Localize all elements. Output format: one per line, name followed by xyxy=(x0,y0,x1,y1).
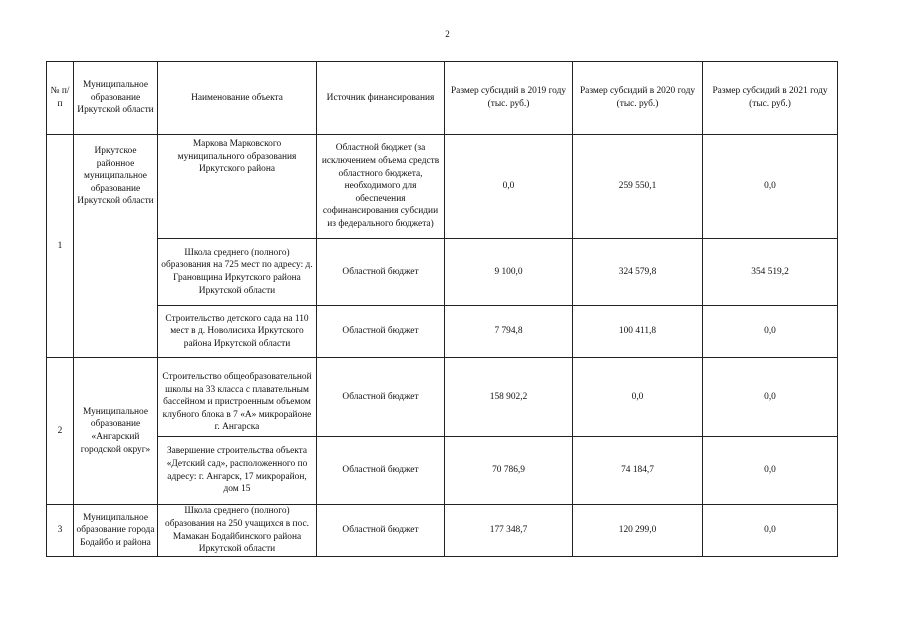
header-2021: Размер субсидий в 2021 году (тыс. руб.) xyxy=(703,62,838,135)
header-2020: Размер субсидий в 2020 году (тыс. руб.) xyxy=(573,62,703,135)
subsidy-2020-cell: 0,0 xyxy=(573,358,703,437)
header-source: Источник финансирования xyxy=(317,62,445,135)
header-municipality: Муниципальное образование Иркутской области xyxy=(74,62,158,135)
row-num: 3 xyxy=(47,505,74,557)
subsidy-2021-cell: 0,0 xyxy=(703,358,838,437)
source-cell: Областной бюджет xyxy=(317,239,445,306)
source-cell: Областной бюджет xyxy=(317,358,445,437)
subsidy-2021-cell: 0,0 xyxy=(703,135,838,239)
table-row xyxy=(47,239,838,306)
subsidy-2019-cell: 0,0 xyxy=(445,135,573,239)
subsidy-2020-cell: 259 550,1 xyxy=(573,135,703,239)
source-cell: Областной бюджет (за исключением объема средств областного бюджета, необходимого для обеспечения софинансирования субсидии из федерального бюджета) xyxy=(317,135,445,239)
row-num: 2 xyxy=(47,358,74,505)
source-cell: Областной бюджет xyxy=(317,505,445,557)
subsidy-2021-cell: 0,0 xyxy=(703,505,838,557)
source-cell: Областной бюджет xyxy=(317,437,445,505)
municipality-cell: Муниципальное образование города Бодайбо и района xyxy=(74,505,158,557)
subsidy-2021-cell: 354 519,2 xyxy=(703,239,838,306)
row-num: 1 xyxy=(47,135,74,358)
subsidy-2021-cell: 0,0 xyxy=(703,437,838,505)
subsidy-2020-cell: 100 411,8 xyxy=(573,306,703,358)
object-cell: Строительство общеобразовательной школы на 33 класса с плавательным бассейном и пристроенным объемом клубного блока в 7 «А» микрорайоне г. Ангарска xyxy=(158,358,317,437)
table-row xyxy=(47,437,838,505)
subsidy-2019-cell: 158 902,2 xyxy=(445,358,573,437)
table-row xyxy=(47,306,838,358)
object-cell: Маркова Марковского муниципального образования Иркутского района xyxy=(158,135,317,239)
table-row xyxy=(47,135,838,239)
object-cell: Строительство детского сада на 110 мест в д. Новолисиха Иркутского района Иркутской области xyxy=(158,306,317,358)
subsidy-2019-cell: 70 786,9 xyxy=(445,437,573,505)
subsidy-2019-cell: 9 100,0 xyxy=(445,239,573,306)
object-cell: Завершение строительства объекта «Детский сад», расположенного по адресу: г. Ангарск, 17 микрорайон, дом 15 xyxy=(158,437,317,505)
subsidy-2019-cell: 7 794,8 xyxy=(445,306,573,358)
header-row xyxy=(47,62,838,135)
header-num: № п/п xyxy=(47,62,74,135)
municipality-cell: Муниципальное образование «Ангарский городской округ» xyxy=(74,358,158,505)
table-row xyxy=(47,505,838,557)
subsidy-2019-cell: 177 348,7 xyxy=(445,505,573,557)
source-cell: Областной бюджет xyxy=(317,306,445,358)
header-object: Наименование объекта xyxy=(158,62,317,135)
subsidy-table xyxy=(46,61,838,557)
subsidy-2020-cell: 120 299,0 xyxy=(573,505,703,557)
municipality-cell: Иркутское районное муниципальное образование Иркутской области xyxy=(74,135,158,358)
subsidy-2020-cell: 324 579,8 xyxy=(573,239,703,306)
header-2019: Размер субсидий в 2019 году (тыс. руб.) xyxy=(445,62,573,135)
object-cell: Школа среднего (полного) образования на 250 учащихся в пос. Мамакан Бодайбинского района Иркутской области xyxy=(158,505,317,557)
subsidy-2020-cell: 74 184,7 xyxy=(573,437,703,505)
object-cell: Школа среднего (полного) образования на 725 мест по адресу: д. Грановщина Иркутского района Иркутской области xyxy=(158,239,317,306)
subsidy-2021-cell: 0,0 xyxy=(703,306,838,358)
page-number: 2 xyxy=(445,29,450,39)
table-row xyxy=(47,358,838,437)
